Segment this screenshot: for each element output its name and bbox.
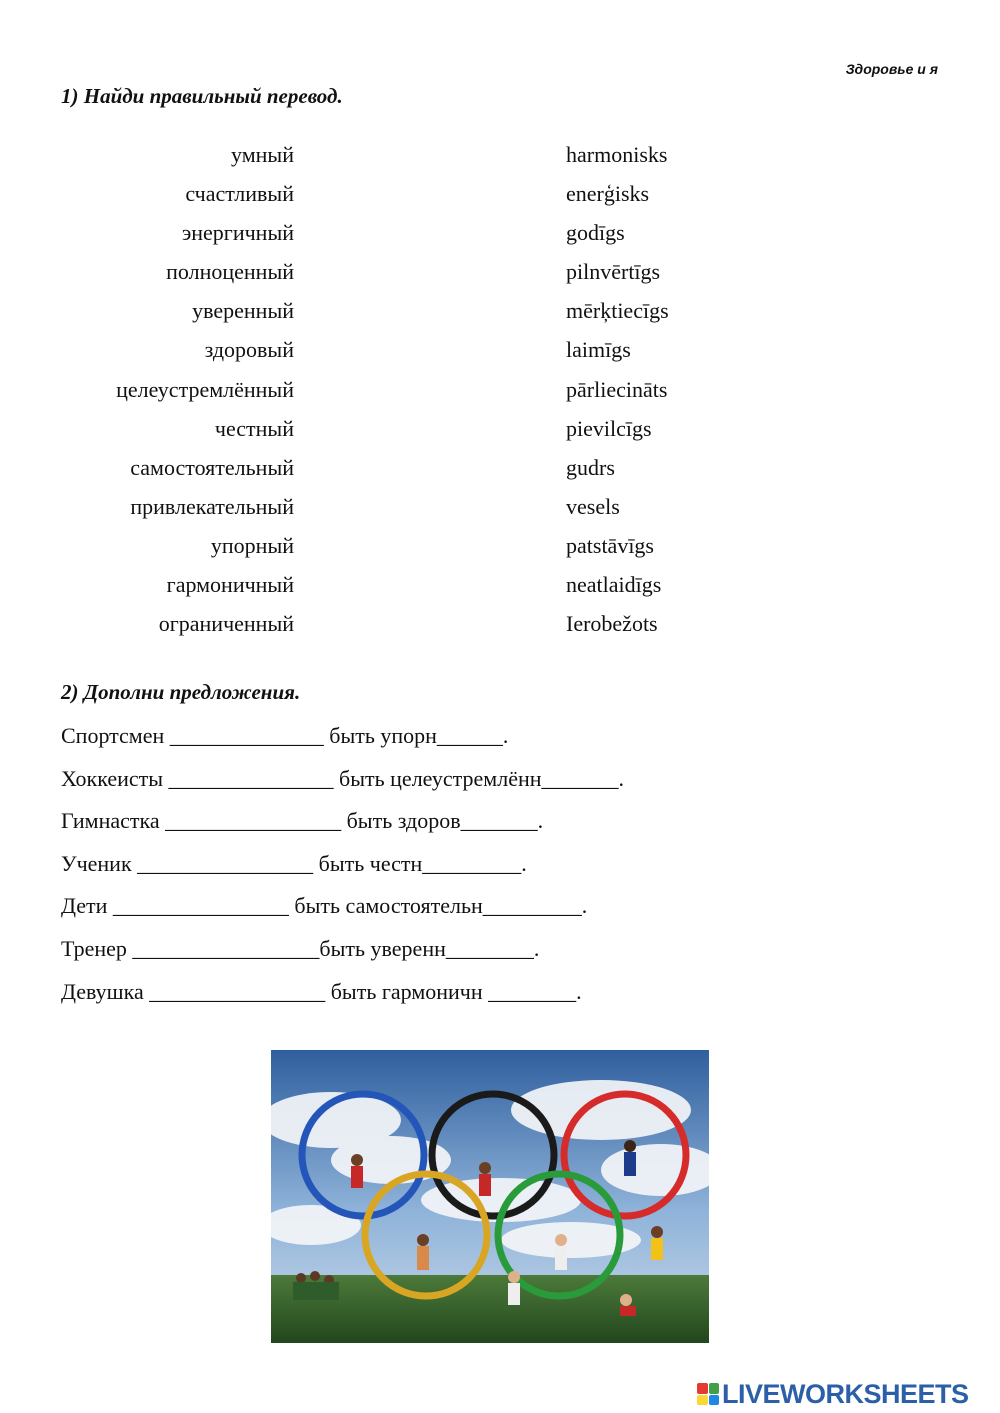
latvian-word: godīgs [566,220,625,246]
latvian-word: patstāvīgs [566,532,654,558]
russian-word: умный [231,142,294,167]
russian-word: самостоятельный [130,454,294,480]
latvian-word: mērķtiecīgs [566,298,669,324]
russian-word: ограниченный [158,611,294,637]
russian-word: полноценный [166,259,294,285]
latvian-word: pilnvērtīgs [566,259,661,285]
task1-title: 1) Найди правильный перевод. [61,84,343,108]
russian-word: здоровый [204,337,294,363]
logo-square-green [709,1383,720,1394]
latvian-word: gudrs [566,454,615,480]
russian-word: упорный [210,532,294,558]
fill-in-sentence[interactable]: Гимнастка ________________ быть здоров_______. [61,808,544,834]
russian-word: привлекательный [130,493,294,519]
fill-in-sentence[interactable]: Спортсмен ______________ быть упорн______. [61,723,509,748]
document-header-title: Здоровье и я [845,61,938,77]
fill-in-sentence[interactable]: Тренер _________________быть уверенн________. [61,935,540,961]
latvian-word: Ierobežots [566,611,658,637]
fill-in-sentence[interactable]: Хоккеисты _______________ быть целеустремлённ_______. [61,765,625,791]
liveworksheets-brand-text: LIVEWORKSHEETS [722,1378,969,1409]
russian-word: счастливый [185,181,294,207]
liveworksheets-logo-icon [697,1383,719,1405]
olympic-rings-photo [271,1050,709,1343]
latvian-word-list [566,142,669,650]
logo-square-blue [709,1395,720,1406]
liveworksheets-logo [697,1377,969,1411]
olympic-rings-illustration [271,1050,709,1343]
latvian-word: laimīgs [566,337,631,363]
sentence-list [61,722,624,1020]
latvian-word: harmonisks [566,142,668,167]
russian-word-list [116,142,294,650]
task2-title: 2) Дополни предложения. [61,680,301,704]
russian-word: честный [214,415,294,441]
logo-square-red [697,1383,708,1394]
russian-word: гармоничный [166,572,294,598]
latvian-word: pievilcīgs [566,415,652,441]
russian-word: энергичный [181,220,294,246]
fill-in-sentence[interactable]: Дети ________________ быть самостоятельн_________. [61,893,588,919]
logo-square-yellow [697,1395,708,1406]
russian-word: целеустремлённый [116,376,294,402]
latvian-word: neatlaidīgs [566,572,662,598]
fill-in-sentence[interactable]: Девушка ________________ быть гармоничн ________. [61,978,582,1004]
latvian-word: vesels [566,493,620,519]
latvian-word: enerģisks [566,181,650,207]
russian-word: уверенный [192,298,294,324]
fill-in-sentence[interactable]: Ученик ________________ быть честн_________. [61,850,527,876]
latvian-word: pārliecināts [566,376,668,402]
